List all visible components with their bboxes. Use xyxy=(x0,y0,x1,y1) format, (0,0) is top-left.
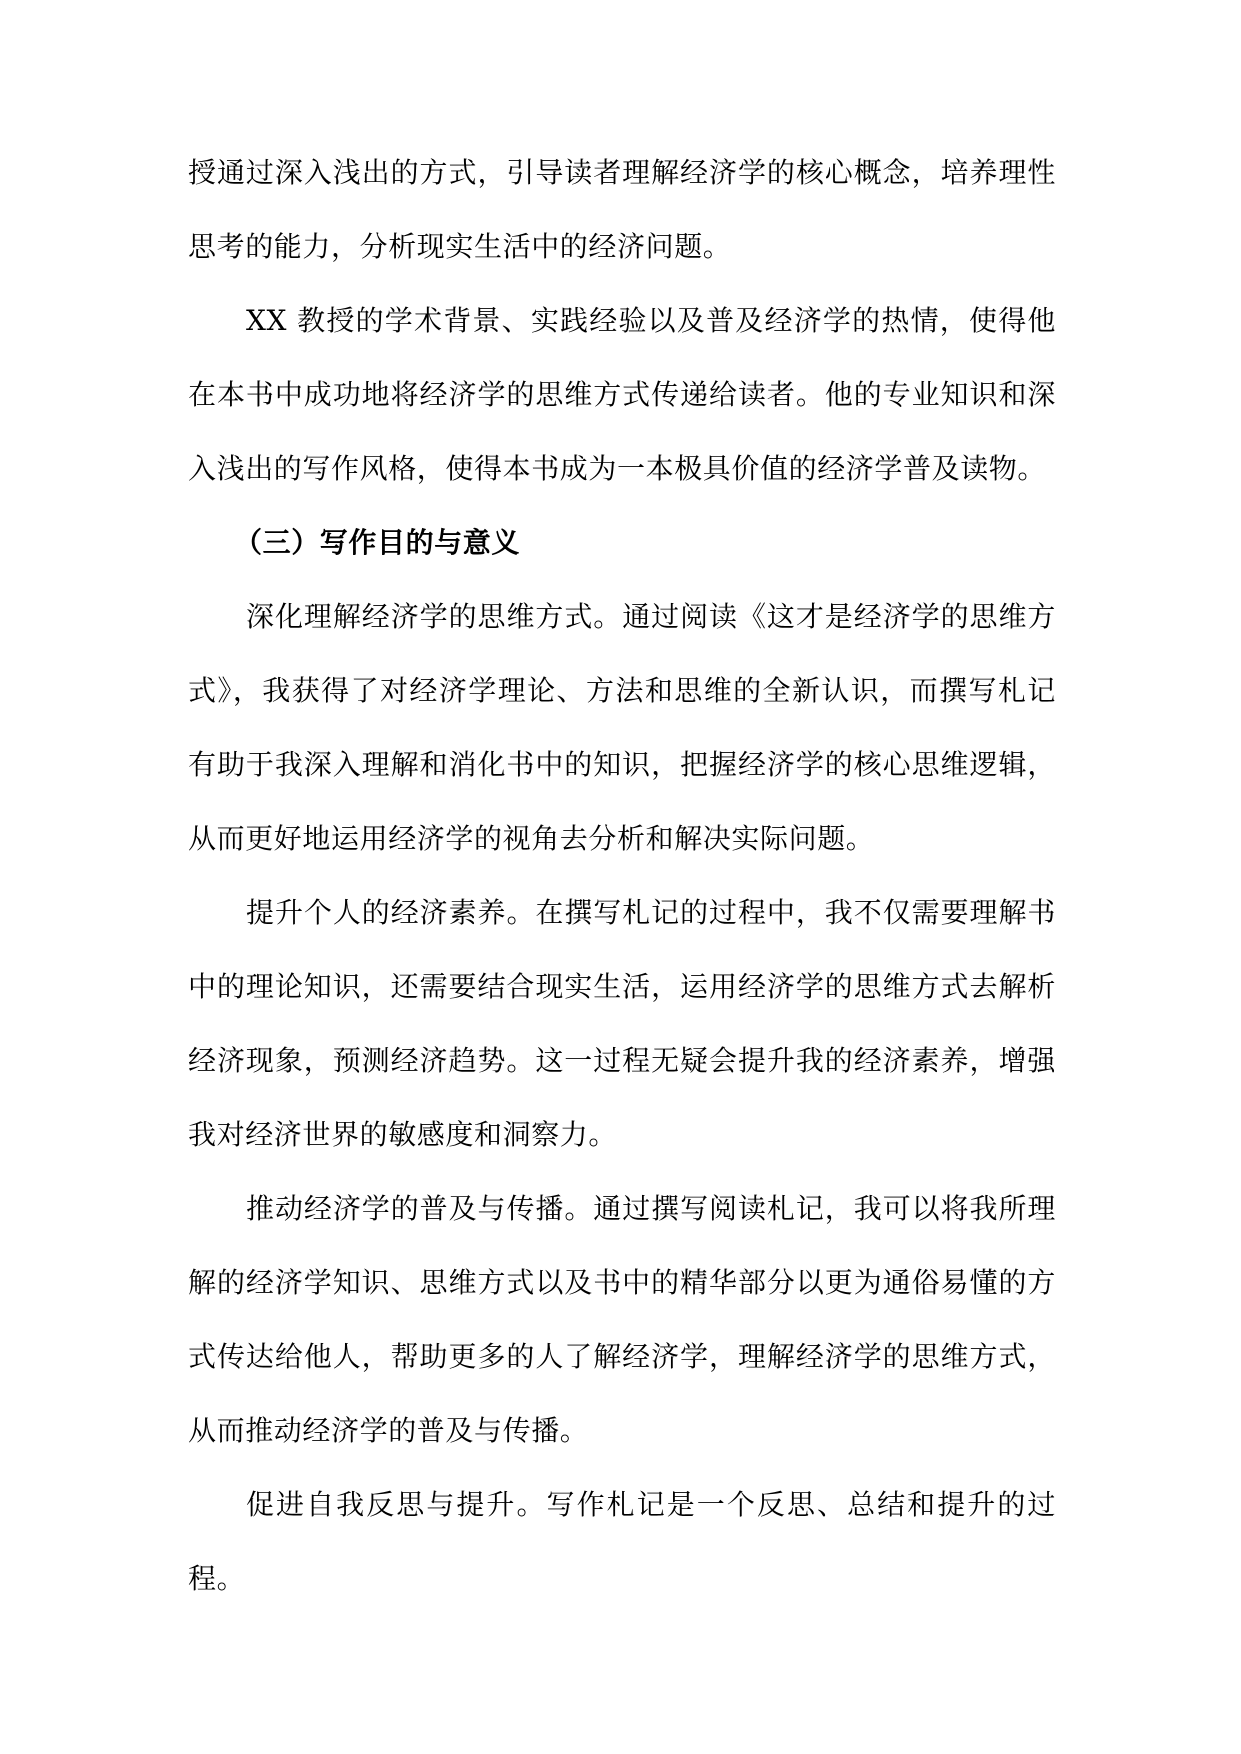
paragraph-economic-literacy: 提升个人的经济素养。在撰写札记的过程中，我不仅需要理解书中的理论知识，还需要结合现实生活，运用经济学的思维方式去解析经济现象，预测经济趋势。这一过程无疑会提升我的经济素养，增强我对经济世界的敏感度和洞察力。 xyxy=(188,896,1056,1151)
paragraph-deepen-understanding: 深化理解经济学的思维方式。通过阅读《这才是经济学的思维方式》，我获得了对经济学理论、方法和思维的全新认识，而撰写札记有助于我深入理解和消化书中的知识，把握经济学的核心思维逻辑，从而更好地运用经济学的视角去分析和解决实际问题。 xyxy=(188,600,1056,855)
paragraph-author-background: XX 教授的学术背景、实践经验以及普及经济学的热情，使得他在本书中成功地将经济学的思维方式传递给读者。他的专业知识和深入浅出的写作风格，使得本书成为一本极具价值的经济学普及读物。 xyxy=(188,304,1056,485)
paragraph-popularization: 推动经济学的普及与传播。通过撰写阅读札记，我可以将我所理解的经济学知识、思维方式以及书中的精华部分以更为通俗易懂的方式传达给他人，帮助更多的人了解经济学，理解经济学的思维方式，从而推动经济学的普及与传播。 xyxy=(188,1192,1056,1447)
paragraph-continued: 授通过深入浅出的方式，引导读者理解经济学的核心概念，培养理性思考的能力，分析现实生活中的经济问题。 xyxy=(188,156,1056,263)
section-heading: （三）写作目的与意义 xyxy=(234,526,521,559)
paragraph-self-reflection: 促进自我反思与提升。写作札记是一个反思、总结和提升的过程。 xyxy=(188,1488,1056,1595)
document-body xyxy=(188,136,1056,1616)
